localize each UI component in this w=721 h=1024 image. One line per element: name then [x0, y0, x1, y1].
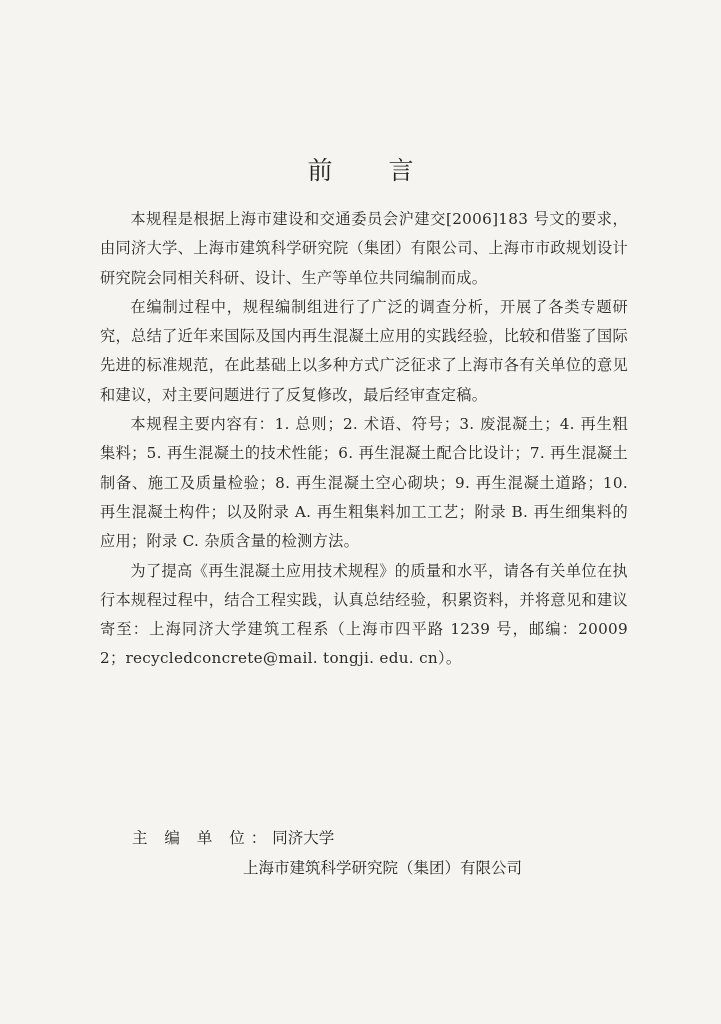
paragraph-1: 本规程是根据上海市建设和交通委员会沪建交[2006]183 号文的要求，由同济大学、上海市建筑科学研究院（集团）有限公司、上海市市政规划设计研究院会同相关科研、设计、生产等单位共同编制而成。 [100, 210, 628, 287]
chief-editor-line [132, 826, 334, 848]
paragraph-3: 本规程主要内容有：1. 总则；2. 术语、符号；3. 废混凝土；4. 再生粗集料；5. 再生混凝土的技术性能；6. 再生混凝土配合比设计；7. 再生混凝土制备、施工及质量检验；8. 再生混凝土空心砌块；9. 再生混凝土道路；10. 再生混凝土构件；以及附录 A. 再生粗集料加工工艺；附录 B. 再生细集料的应用；附录 C. 杂质含量的检测方法。 [100, 415, 628, 551]
chief-editor-unit-1: 同济大学 [272, 829, 335, 847]
paragraph-2: 在编制过程中，规程编制组进行了广泛的调查分析，开展了各类专题研究，总结了近年来国际及国内再生混凝土应用的实践经验，比较和借鉴了国际先进的标准规范，在此基础上以多种方式广泛征求了上海市各有关单位的意见和建议，对主要问题进行了反复修改，最后经审查定稿。 [100, 297, 628, 404]
chief-editor-unit-2: 上海市建筑科学研究院（集团）有限公司 [243, 859, 523, 877]
paragraph-4: 为了提高《再生混凝土应用技术规程》的质量和水平，请各有关单位在执行本规程过程中，结合工程实践，认真总结经验，积累资料，并将意见和建议寄至：上海同济大学建筑工程系（上海市四平路 1239 号，邮编：200092；recycledconcrete@mail. tongji. edu. cn）。 [100, 561, 628, 668]
chief-editor-label: 主 编 单 位： [132, 829, 273, 847]
page-title: 前 言 [307, 156, 438, 185]
preface-body [100, 205, 628, 674]
